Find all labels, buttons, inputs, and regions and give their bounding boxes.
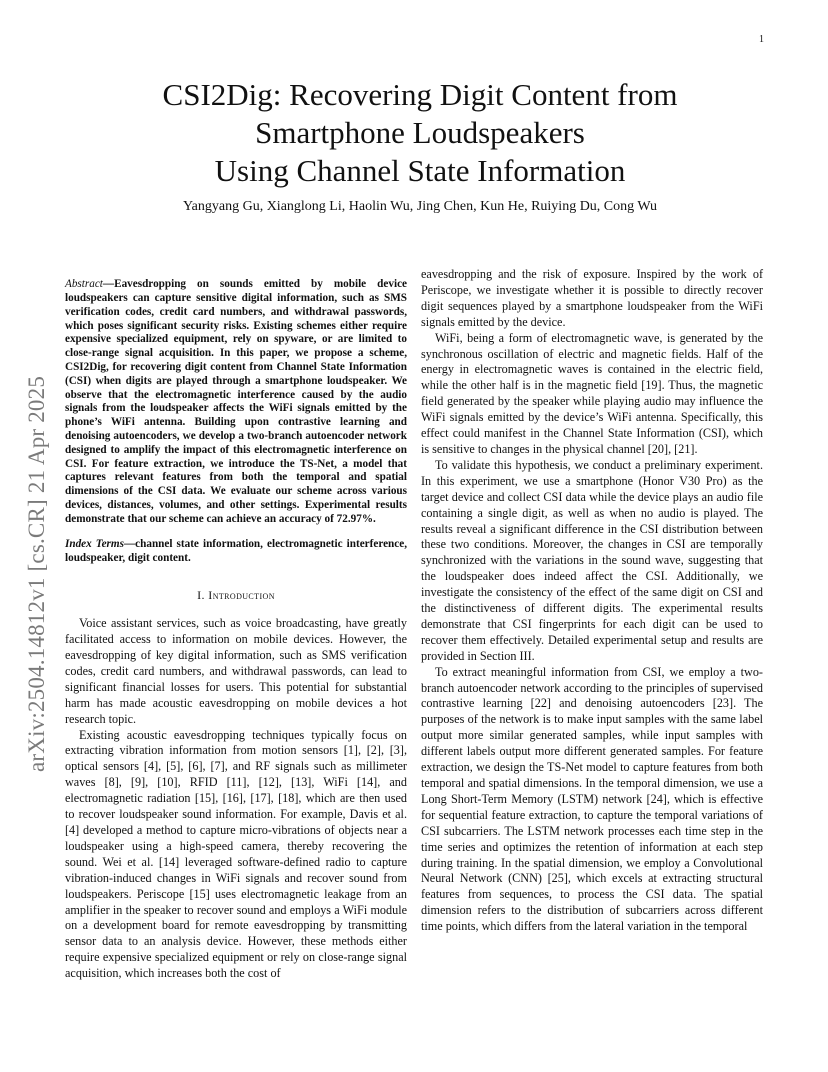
body-paragraph: Voice assistant services, such as voice broadcasting, have greatly facilitated access to information on mobile devices. However, the eavesdropping of key digital information, such as SMS verification codes, credit card numbers, and withdrawal passwords, can lead to significant financial losses for users. This potential for substantial harm has made acoustic eavesdropping on mobile devices a hot research topic. [65, 616, 407, 726]
body-paragraph: To validate this hypothesis, we conduct a preliminary experiment. In this experiment, we use a smartphone (Honor V30 Pro) as the target device and collect CSI data while the device plays an audio file containing a single digit, as well as when no audio is played. The results reveal a significant difference in the CSI distribution between these two conditions. Moreover, the changes in CSI are temporally synchronized with the variations in the sound wave, suggesting that the loudspeaker does indeed affect the CSI. Additionally, we investigate the consistency of the effect of the same digit on CSI and the distinctiveness of different digits. The experimental results demonstrate that CSI fingerprints for each digit can be used to recover them effectively. Detailed experimental setup and results are provided in Section III. [421, 457, 763, 663]
abstract-text: —Eavesdropping on sounds emitted by mobile device loudspeakers can capture sensitive digital information, such as SMS verification codes, credit card numbers, and withdrawal passwords, which poses significant security risks. Existing schemes either require expensive specialized equipment, rely on spyware, or are limited to close-range signal acquisition. In this paper, we propose a scheme, CSI2Dig, for recovering digit content from Channel State Information (CSI) when digits are played through a smartphone loudspeaker. We observe that the electromagnetic interference caused by the audio signals from the loudspeaker affects the WiFi signals emitted by the phone’s WiFi antenna. Building upon contrastive learning and denoising autoencoders, we develop a two-branch autoencoder network designed to amplify the impact of this electromagnetic interference on CSI. For feature extraction, we introduce the TS-Net, a model that captures relevant features from both the temporal and spatial dimensions of the CSI data. We evaluate our scheme across various devices, distances, volumes, and other settings. Experimental results demonstrate that our scheme can achieve an accuracy of 72.97%. [65, 278, 407, 525]
index-terms [65, 538, 407, 566]
body-paragraph: WiFi, being a form of electromagnetic wave, is generated by the synchronous oscillation of electric and magnetic fields. Half of the energy in electromagnetic waves is contained in the electric field, while the other half is in the magnetic field [19]. Thus, the magnetic field generated by the speaker while playing audio may influence the WiFi signals emitted by the device’s WiFi antenna. Specifically, this effect could manifest in the Channel State Information (CSI), which is sensitive to changes in the physical channel [20], [21]. [421, 330, 763, 456]
abstract [65, 278, 407, 526]
abstract-label: Abstract [65, 278, 103, 291]
index-terms-label: Index Terms [65, 537, 124, 550]
authors-line: Yangyang Gu, Xianglong Li, Haolin Wu, Jing Chen, Kun He, Ruiying Du, Cong Wu [182, 199, 658, 214]
body-paragraph: eavesdropping and the risk of exposure. Inspired by the work of Periscope, we investigate whether it is possible to directly recover digit sequences played by a smartphone loudspeaker from the WiFi signals emitted by the device. [421, 267, 763, 329]
page-number: 1 [759, 34, 764, 45]
title-line: CSI2Dig: Recovering Digit Content from [162, 77, 678, 112]
left-column [65, 267, 407, 982]
arxiv-identifier: arXiv:2504.14812v1 [cs.CR] 21 Apr 2025 [24, 375, 49, 772]
title-line: Using Channel State Information [214, 153, 626, 188]
index-terms-text: —channel state information, electromagnetic interference, loudspeaker, digit content. [65, 537, 407, 564]
section-heading: I. Introduction [197, 588, 275, 603]
right-column [421, 267, 763, 935]
title-line: Smartphone Loudspeakers [255, 115, 585, 150]
body-paragraph: To extract meaningful information from CSI, we employ a two-branch autoencoder network according to the principles of supervised contrastive learning [22] and denoising autoencoders [23]. The purposes of the network is to make input samples with the same label output more similar generated samples, while input samples with different labels output more different generated samples. For feature extraction, we design the TS-Net model to capture features from both temporal and spatial dimensions. In the temporal dimension, we use a Long Short-Term Memory (LSTM) network [24], which is effective for sequential feature extraction, to capture the temporal variations of CSI subcarriers. The LSTM network processes each time step in the time series and optimizes the retention of information at each step during training. In the spatial dimension, we employ a Convolutional Neural Network (CNN) [25], which excels at extracting structural features from sequences, to process the CSI data. The spatial dimension refers to the distribution of subcarriers across different time points, which differs from the lateral variation in the temporal [421, 664, 763, 934]
body-paragraph: Existing acoustic eavesdropping techniques typically focus on extracting vibration information from motion sensors [1], [2], [3], optical sensors [4], [5], [6], [7], and RF signals such as millimeter waves [8], [9], [10], RFID [11], [12], [13], WiFi [14], and electromagnetic radiation [15], [16], [17], [18], which are then used to recover loudspeaker sound information. For example, Davis et al. [4] developed a method to capture micro-vibrations of objects near a loudspeaker using a high-speed camera, thereby recovering the sound. Wei et al. [14] leveraged software-defined radio to capture vibration-induced changes in WiFi signals and recover sound from loudspeakers. Periscope [15] uses electromagnetic leakage from an amplifier in the speaker to recover sound and employs a WiFi module on a development board for remote eavesdropping by transmitting sensor data to an analysis device. However, these methods either require expensive specialized equipment or rely on close-range signal acquisition, which increases both the cost of [65, 727, 407, 981]
paper-title [90, 76, 750, 190]
